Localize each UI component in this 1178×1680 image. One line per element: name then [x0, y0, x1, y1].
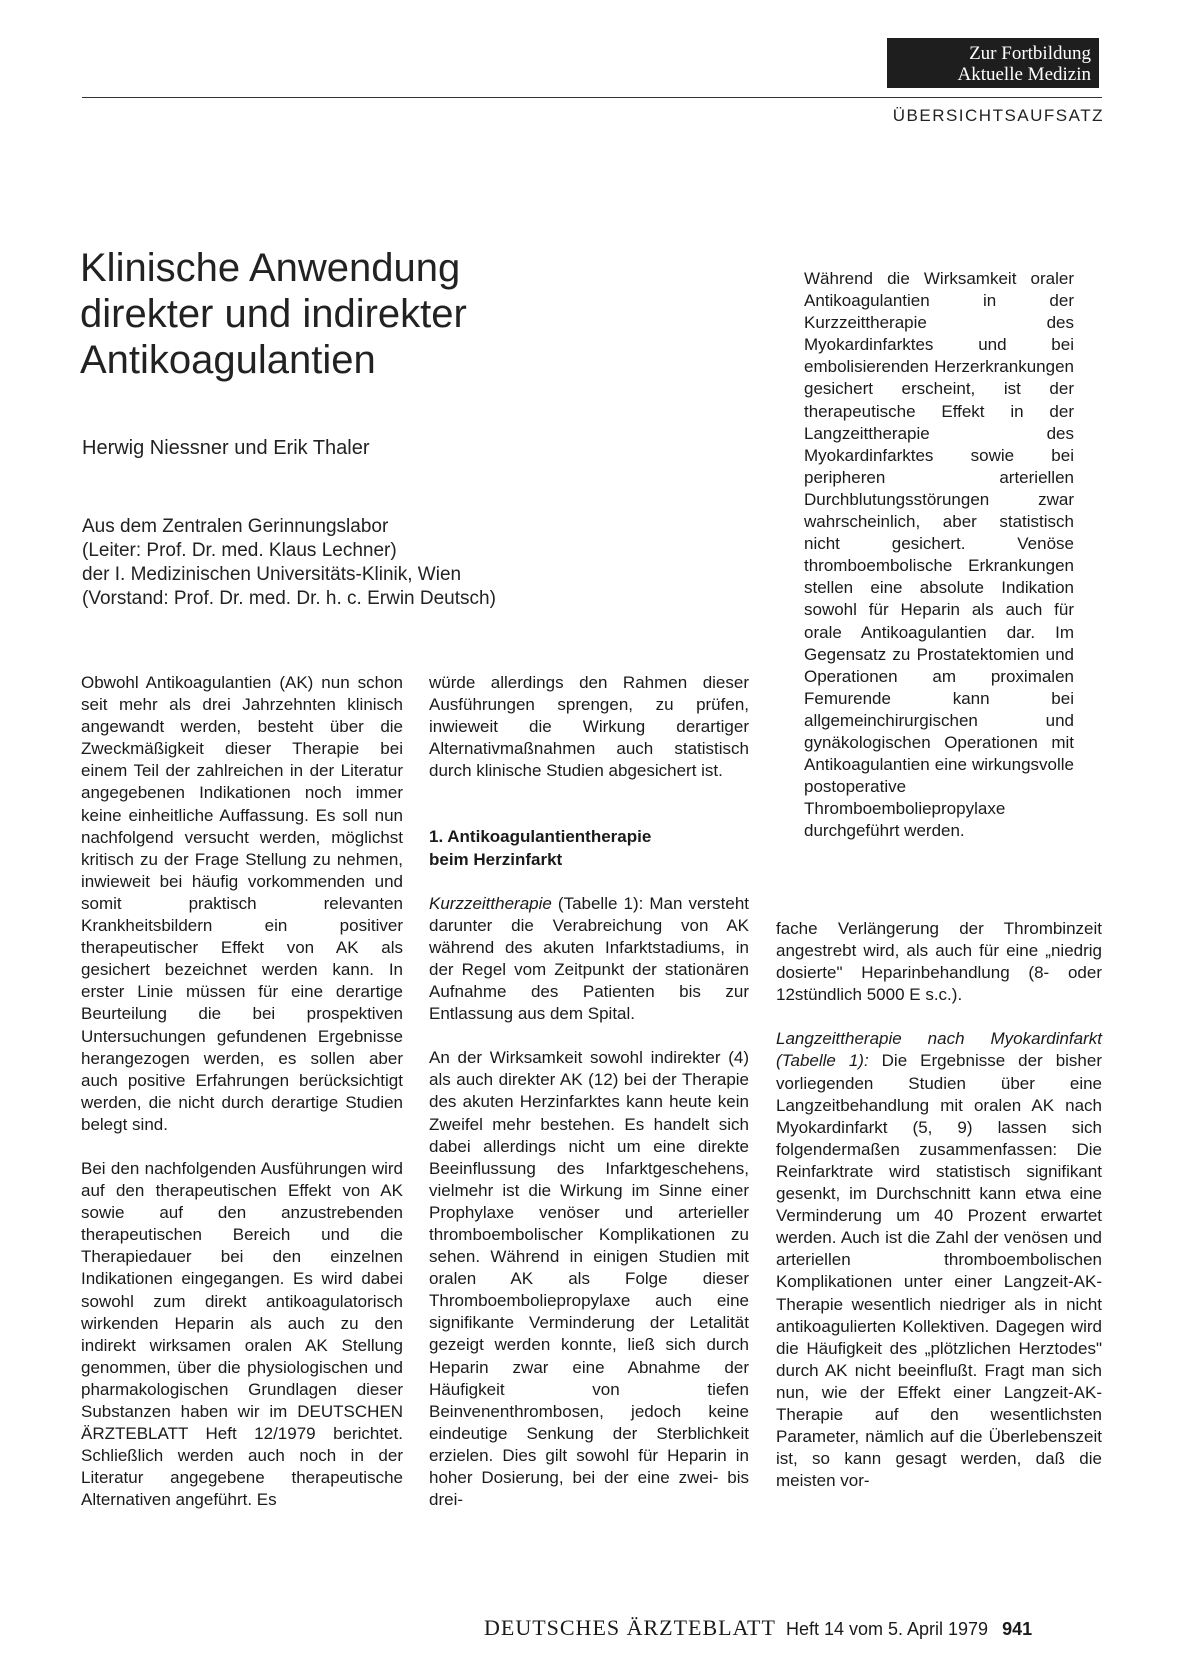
paragraph-text: Die Ergebnisse der bisher vorliegenden Studien über eine Langzeitbehandlung mit oralen AK nach Myokardinfarkt (5, 9) lassen sich folgendermaßen zusammenfassen: Die Reinfarktrate wird statistisch signifikant gesenkt, im Durchschnitt kann etwa eine Verminderung um 40 Prozent erwartet werden. Auch ist die Zahl der venösen und arteriellen thromboembolischen Komplikationen unter einer Langzeit-AK-Therapie wesentlich niedriger als in nicht antikoagulierten Kollektiven. Dagegen wird die Häufigkeit des „plötzlichen Herztodes" durch AK nicht beeinflußt. Fragt man sich nun, wie der Effekt einer Langzeit-AK-Therapie auf den wesentlichsten Parameter, nämlich auf die Überlebenszeit ist, so kann gesagt werden, daß die meisten vor-: [776, 1051, 1102, 1491]
italic-lead: Kurzzeittherapie: [429, 893, 552, 913]
title-line: Klinische Anwendung: [80, 246, 461, 290]
page-footer: [484, 1615, 1032, 1641]
article-title: [80, 245, 640, 383]
section-label: ÜBERSICHTSAUFSATZ: [892, 106, 1104, 125]
authors: Herwig Niessner und Erik Thaler: [82, 437, 370, 459]
affiliation-line: (Vorstand: Prof. Dr. med. Dr. h. c. Erwin Deutsch): [82, 588, 496, 609]
title-line: direkter und indirekter: [80, 292, 467, 336]
header-rule: [82, 97, 1102, 98]
affiliation-line: (Leiter: Prof. Dr. med. Klaus Lechner): [82, 540, 397, 561]
issue-info: Heft 14 vom 5. April 1979: [785, 1619, 989, 1639]
paragraph: An der Wirksamkeit sowohl indirekter (4) als auch direkter AK (12) bei der Therapie des akuten Herzinfarktes kann heute kein Zweifel mehr bestehen. Es handelt sich dabei allerdings nicht um eine direkte Beeinflussung des Infarktgeschehens, vielmehr ist die Wirkung im Sinne einer Prophylaxe venöser und arterieller thromboembolischer Komplikationen zu sehen. Während in einigen Studien mit oralen AK als Folge dieser Thromboemboliepropylaxe auch eine signifikante Verminderung der Letalität gezeigt werden konnte, ließ sich durch Heparin zwar eine Abnahme der Häufigkeit von tiefen Beinvenenthrombosen, jedoch keine eindeutige Senkung der Sterblichkeit erzielen. Dies gilt sowohl für Heparin in hoher Dosierung, bei der eine zwei- bis drei-: [429, 1048, 749, 1510]
affiliation: [82, 515, 496, 611]
section-heading: [429, 826, 749, 870]
heading-line: beim Herzinfarkt: [429, 849, 563, 869]
body-column-3: [776, 918, 1102, 1492]
paragraph: [429, 893, 749, 1026]
affiliation-line: der I. Medizinischen Universitäts-Klinik, Wien: [82, 564, 462, 585]
title-line: Antikoagulantien: [80, 338, 376, 382]
paragraph: würde allerdings den Rahmen dieser Ausführungen sprengen, zu prüfen, inwieweit die Wirkung derartiger Alternativmaßnahmen auch statistisch durch klinische Studien abgesichert ist.: [429, 673, 749, 781]
italic-lead: Langzeittherapie nach Myokardinfarkt (Tabelle 1):: [776, 1029, 1102, 1071]
affiliation-line: Aus dem Zentralen Gerinnungslabor: [82, 516, 389, 537]
body-column-2: [429, 672, 749, 1511]
section-badge: [887, 38, 1099, 88]
journal-name: DEUTSCHES ÄRZTEBLATT: [484, 1615, 776, 1640]
paragraph-text: (Tabelle 1): Man versteht darunter die Verabreichung von AK während des akuten Infarktstadiums, in der Regel vom Zeitpunkt der stationären Aufnahme des Patienten bis zur Entlassung aus dem Spital.: [429, 893, 749, 1024]
paragraph: Bei den nachfolgenden Ausführungen wird auf den therapeutischen Effekt von AK sowie auf den anzustrebenden therapeutischen Bereich und die Therapiedauer bei den einzelnen Indikationen eingegangen. Es wird dabei sowohl zum direkt antikoagulatorisch wirkenden Heparin als auch zu den indirekt wirksamen oralen AK Stellung genommen, über die physiologischen und pharmakologischen Grundlagen dieser Substanzen haben wir im DEUTSCHEN ÄRZTEBLATT Heft 12/1979 berichtet. Schließlich werden auch noch in der Literatur angegebene therapeutische Alternativen angeführt. Es: [81, 1158, 403, 1510]
body-column-1: [81, 672, 403, 1511]
summary-paragraph: Während die Wirksamkeit oraler Antikoagulantien in der Kurzzeittherapie des Myokardinfarktes und bei embolisierenden Herzerkrankungen gesichert erscheint, ist der therapeutische Effekt in der Langzeittherapie des Myokardinfarktes sowie bei peripheren arteriellen Durchblutungsstörungen zwar wahrscheinlich, aber statistisch nicht gesichert. Venöse thromboembolische Erkrankungen stellen eine absolute Indikation sowohl für Heparin als auch für orale Antikoagulantien dar. Im Gegensatz zu Prostatektomien und Operationen am proximalen Femurende kann bei allgemeinchirurgischen und gynäkologischen Operationen mit Antikoagulantien eine wirkungsvolle postoperative Thromboemboliepropylaxe durchgeführt werden.: [804, 269, 1074, 841]
badge-line-1: Zur Fortbildung: [969, 43, 1091, 64]
badge-line-2: Aktuelle Medizin: [957, 64, 1091, 85]
paragraph: fache Verlängerung der Thrombinzeit angestrebt wird, als auch für eine „niedrig dosierte" Heparinbehandlung (8- oder 12stündlich 5000 E s.c.).: [776, 919, 1102, 1005]
page-number: 941: [1002, 1619, 1033, 1639]
paragraph: Obwohl Antikoagulantien (AK) nun schon seit mehr als drei Jahrzehnten klinisch angewandt werden, besteht über die Zweckmäßigkeit dieser Therapie bei einem Teil der zahlreichen in der Literatur angegebenen Indikationen noch immer keine einheitliche Auffassung. Es soll nun nachfolgend versucht werden, möglichst kritisch zu der Frage Stellung zu nehmen, inwieweit bei häufig vorkommenden und somit praktisch relevanten Krankheitsbildern ein positiver therapeutischer Effekt von AK als gesichert bezeichnet werden kann. In erster Linie müssen für eine derartige Beurteilung die bei prospektiven Untersuchungen gefundenen Ergebnisse herangezogen werden, es sollen aber auch positive Erfahrungen berücksichtigt werden, die nicht durch derartige Studien belegt sind.: [81, 673, 403, 1134]
paragraph: [776, 1028, 1102, 1492]
summary-column: [804, 268, 1074, 842]
heading-line: 1. Antikoagulantientherapie: [429, 827, 652, 847]
